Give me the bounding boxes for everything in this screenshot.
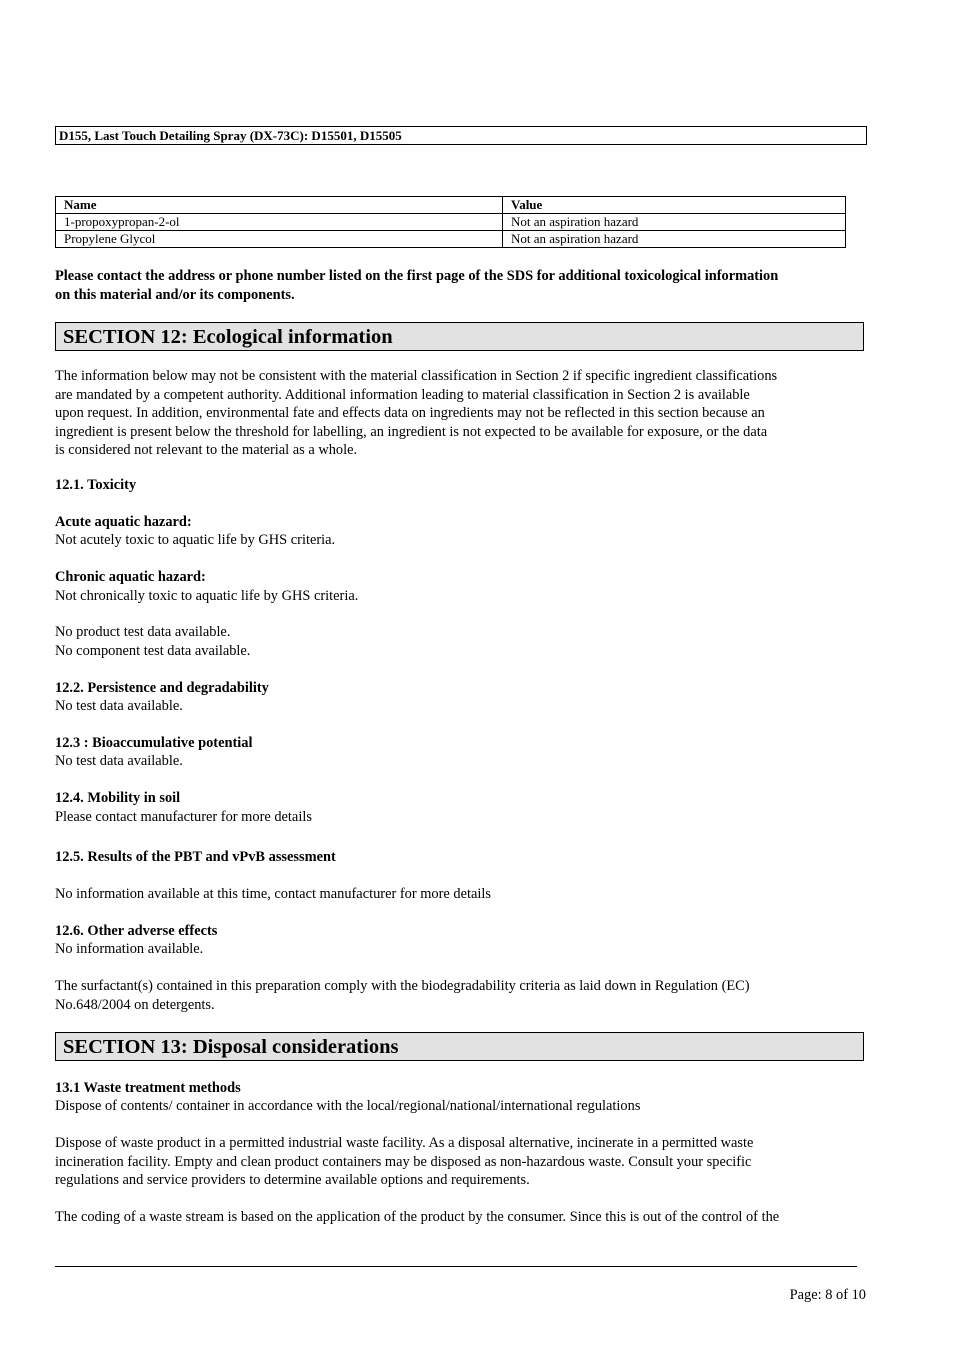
surfactant-line: No.648/2004 on detergents.	[55, 996, 215, 1013]
acute-text: Not acutely toxic to aquatic life by GHS criteria.	[55, 532, 336, 548]
table-cell-name: Propylene Glycol	[56, 231, 503, 248]
chronic-heading: Chronic aquatic hazard:	[55, 569, 206, 585]
section-13-header	[55, 1032, 864, 1061]
pbt-text: No information available at this time, contact manufacturer for more details	[55, 886, 491, 902]
waste-treatment-text: Dispose of contents/ container in accordance with the local/regional/national/international regulations	[55, 1098, 641, 1114]
footer-divider	[55, 1266, 857, 1267]
persistence-heading: 12.2. Persistence and degradability	[55, 680, 269, 696]
product-test-text: No product test data available.	[55, 624, 231, 640]
table-cell-value: Not an aspiration hazard	[503, 214, 846, 231]
waste-treatment-heading: 13.1 Waste treatment methods	[55, 1080, 241, 1096]
section-12-intro	[55, 367, 865, 460]
intro-line: are mandated by a competent authority. Additional information leading to material classification in Section 2 is available	[55, 386, 750, 403]
persistence-text: No test data available.	[55, 698, 183, 714]
section-12-title: SECTION 12: Ecological information	[63, 326, 393, 348]
table-row	[56, 231, 846, 248]
pbt-heading: 12.5. Results of the PBT and vPvB assessment	[55, 849, 336, 865]
mobility-heading: 12.4. Mobility in soil	[55, 790, 181, 806]
waste-coding-text: The coding of a waste stream is based on the application of the product by the consumer. Since this is out of the control of the	[55, 1209, 780, 1225]
table-cell-name: 1-propoxypropan-2-ol	[56, 214, 503, 231]
intro-line: ingredient is present below the threshold for labelling, an ingredient is not expected to be available for exposure, or the data	[55, 423, 768, 440]
disposal-line: incineration facility. Empty and clean product containers may be disposed as non-hazardous waste. Consult your specific	[55, 1153, 752, 1170]
intro-line: is considered not relevant to the material as a whole.	[55, 442, 358, 458]
surfactant-line: The surfactant(s) contained in this preparation comply with the biodegradability criteria as laid down in Regulation (EC)	[55, 978, 750, 994]
bioaccum-text: No test data available.	[55, 753, 183, 769]
column-header-value: Value	[503, 197, 846, 214]
intro-line: upon request. In addition, environmental fate and effects data on ingredients may not be reflected in this section because an	[55, 405, 765, 421]
table-header-row	[56, 197, 846, 214]
component-test-text: No component test data available.	[55, 643, 251, 659]
page-number: Page: 8 of 10	[789, 1287, 866, 1303]
chronic-text: Not chronically toxic to aquatic life by GHS criteria.	[55, 588, 359, 604]
section-12-header	[55, 322, 864, 351]
intro-line: The information below may not be consistent with the material classification in Section 2 if specific ingredient classifications	[55, 368, 778, 384]
disposal-line: Dispose of waste product in a permitted industrial waste facility. As a disposal alternative, incinerate in a permitted waste	[55, 1135, 754, 1151]
toxicity-heading: 12.1. Toxicity	[55, 477, 137, 493]
surfactant-note	[55, 977, 865, 1014]
product-header-text: D155, Last Touch Detailing Spray (DX-73C): D15501, D15505	[59, 128, 402, 143]
acute-heading: Acute aquatic hazard:	[55, 514, 192, 530]
aspiration-hazard-table	[55, 196, 846, 248]
table-row	[56, 214, 846, 231]
other-effects-heading: 12.6. Other adverse effects	[55, 923, 218, 939]
other-effects-text: No information available.	[55, 941, 204, 957]
column-header-name: Name	[56, 197, 503, 214]
bioaccum-heading: 12.3 : Bioaccumulative potential	[55, 735, 253, 751]
disposal-line: regulations and service providers to determine available options and requirements.	[55, 1172, 530, 1188]
contact-note	[55, 267, 865, 304]
mobility-text: Please contact manufacturer for more details	[55, 809, 312, 825]
disposal-paragraph	[55, 1134, 865, 1190]
contact-note-line: Please contact the address or phone number listed on the first page of the SDS for additional toxicological information	[55, 268, 779, 284]
product-header-box	[55, 126, 867, 145]
contact-note-line: on this material and/or its components.	[55, 286, 295, 303]
table-cell-value: Not an aspiration hazard	[503, 231, 846, 248]
section-13-title: SECTION 13: Disposal considerations	[63, 1036, 399, 1058]
